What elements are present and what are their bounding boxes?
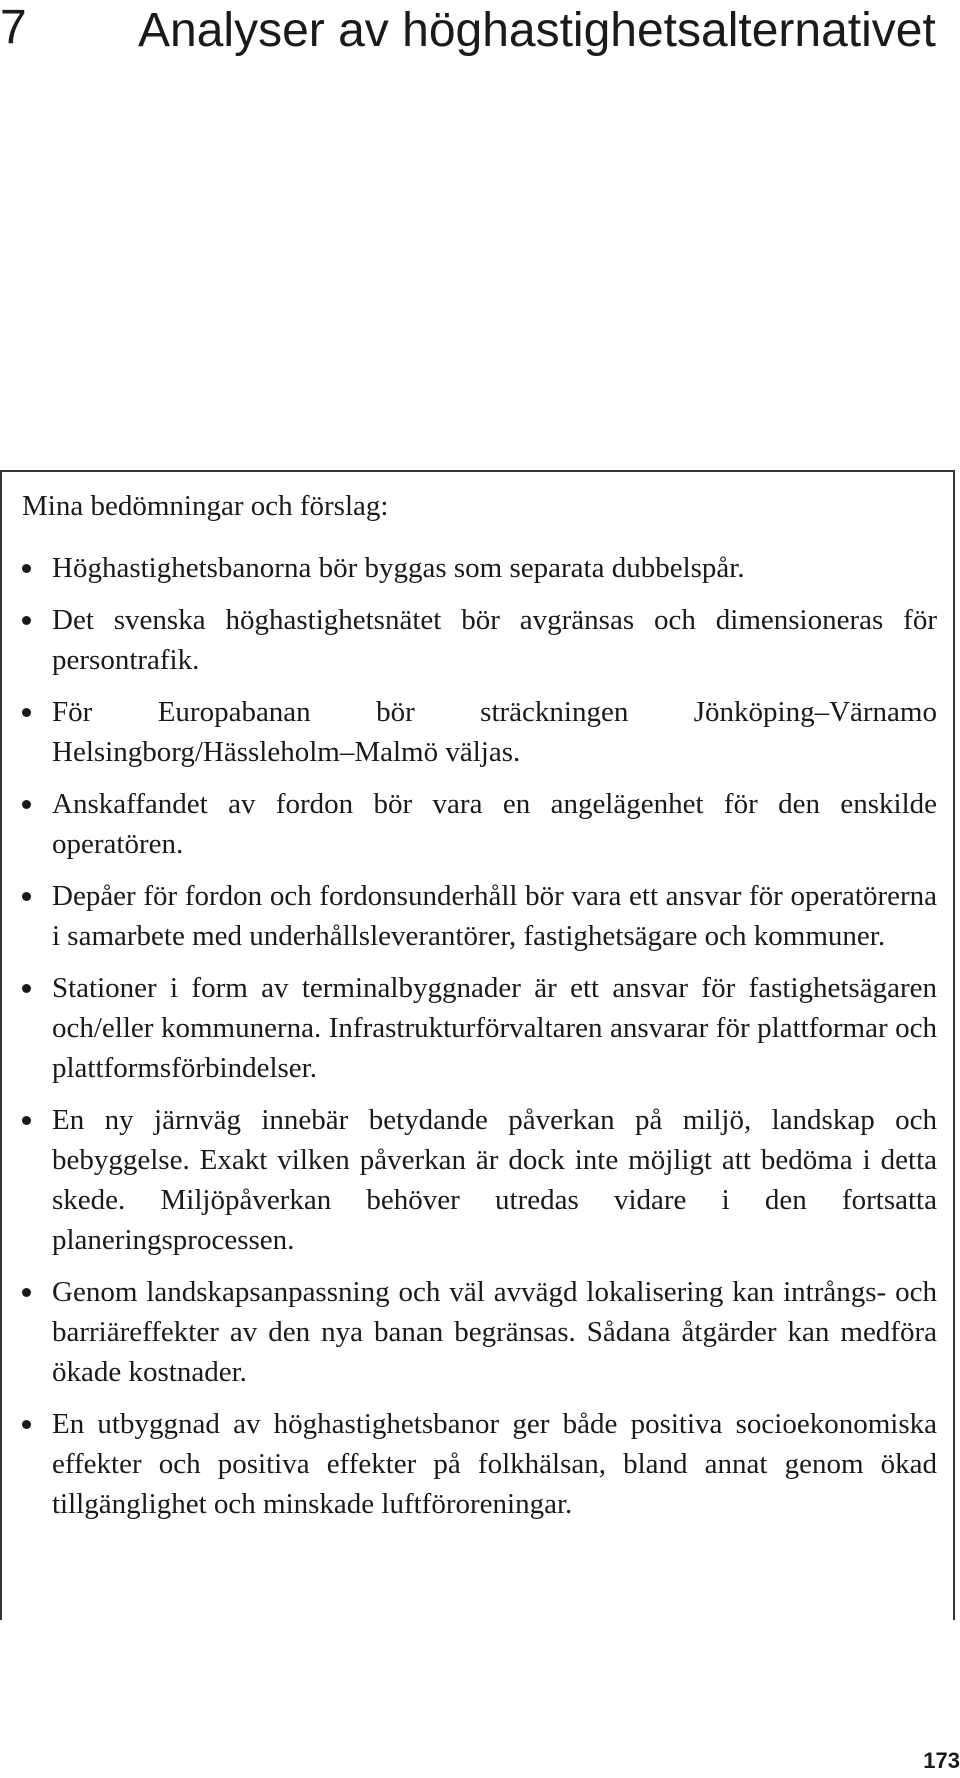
chapter-title: Analyser av höghastighetsalternativet bbox=[138, 4, 936, 57]
bullet-icon bbox=[22, 564, 31, 573]
list-item bbox=[0, 548, 937, 588]
list-item bbox=[0, 1272, 937, 1392]
list-item bbox=[0, 784, 937, 864]
bullet-text: Det svenska höghastighetsnätet bör avgränsas och dimensioneras för persontrafik. bbox=[52, 604, 937, 676]
list-item bbox=[0, 1100, 937, 1260]
bullet-text: Anskaffandet av fordon bör vara en angelägenhet för den enskilde operatören. bbox=[52, 788, 937, 860]
bullet-icon bbox=[22, 984, 31, 993]
bullet-text: En utbyggnad av höghastighetsbanor ger både positiva socioekonomiska effekter och positiva effekter på folkhälsan, bland annat genom ökad tillgänglighet och minskade luftföroreningar. bbox=[52, 1408, 937, 1520]
bullet-list bbox=[0, 548, 960, 1536]
bullet-text: För Europabanan bör sträckningen Jönköping–Värnamo Helsingborg/Hässleholm–Malmö väljas. bbox=[52, 696, 937, 768]
bullet-icon bbox=[22, 616, 31, 625]
bullet-text: Höghastighetsbanorna bör byggas som separata dubbelspår. bbox=[52, 552, 745, 584]
bullet-text: Depåer för fordon och fordonsunderhåll bör vara ett ansvar för operatörerna i samarbete med underhållsleverantörer, fastighetsägare och kommuner. bbox=[52, 880, 937, 952]
list-item bbox=[0, 600, 937, 680]
bullet-icon bbox=[22, 800, 31, 809]
list-item bbox=[0, 1404, 937, 1524]
bullet-icon bbox=[22, 1420, 31, 1429]
box-heading: Mina bedömningar och förslag: bbox=[22, 490, 389, 522]
chapter-number: 7 bbox=[0, 1, 27, 54]
bullet-text: En ny järnväg innebär betydande påverkan på miljö, landskap och bebyggelse. Exakt vilken påverkan är dock inte möjligt att bedöma i detta skede. Miljöpåverkan behöver utredas vidare i den fortsatta planeringsprocessen. bbox=[52, 1104, 937, 1256]
bullet-icon bbox=[22, 1288, 31, 1297]
list-item bbox=[0, 692, 937, 772]
bullet-text: Stationer i form av terminalbyggnader är ett ansvar för fastighetsägaren och/eller kommunerna. Infrastrukturförvaltaren ansvarar för plattformar och plattformsförbindelser. bbox=[52, 972, 937, 1084]
bullet-icon bbox=[22, 1116, 31, 1125]
page-number: 173 bbox=[923, 1748, 960, 1773]
bullet-icon bbox=[22, 892, 31, 901]
list-item bbox=[0, 968, 937, 1088]
bullet-text: Genom landskapsanpassning och väl avvägd lokalisering kan intrångs- och barriäreffekter av den nya banan begränsas. Sådana åtgärder kan medföra ökade kostnader. bbox=[52, 1276, 937, 1388]
list-item bbox=[0, 876, 937, 956]
bullet-icon bbox=[22, 708, 31, 717]
